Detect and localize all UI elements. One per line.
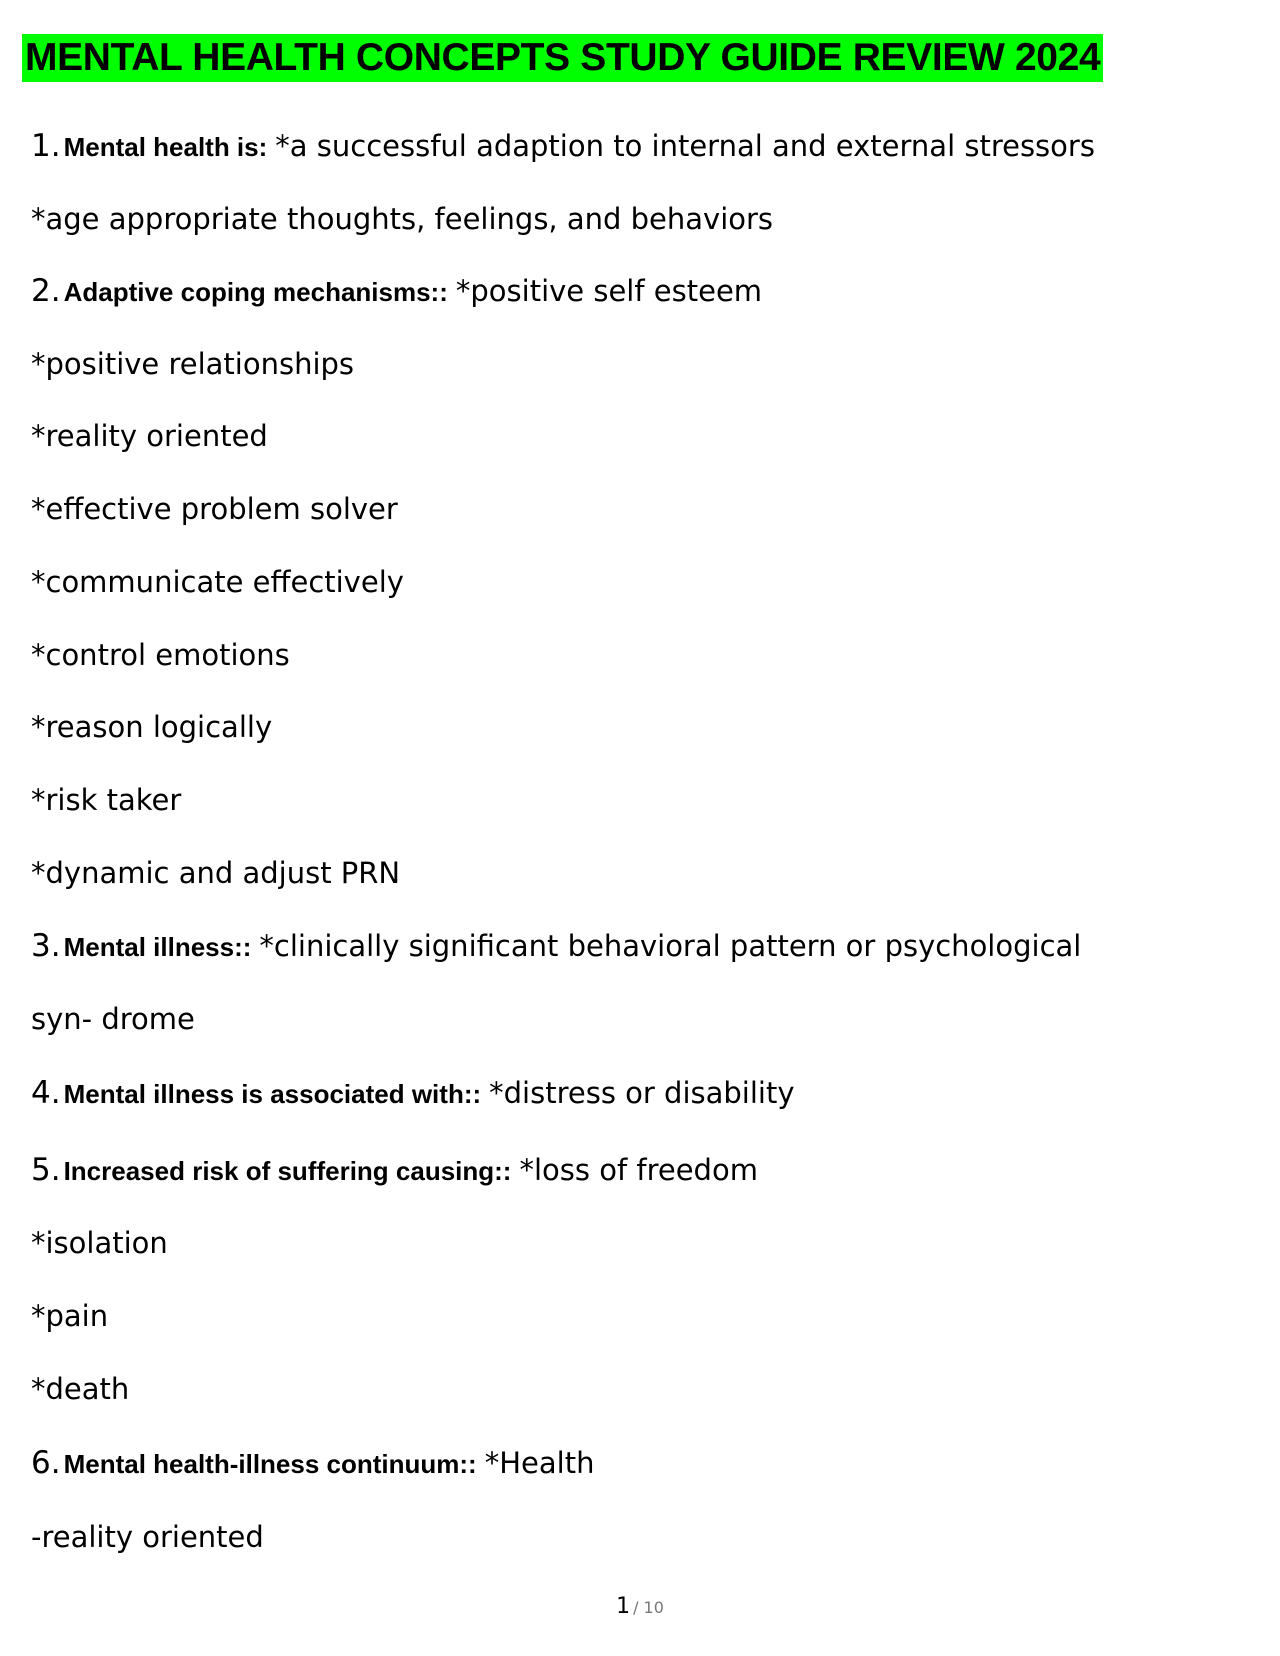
item-6-line-2: -reality oriented	[31, 1520, 264, 1554]
item-term: Increased risk of suffering causing::	[63, 1156, 512, 1186]
item-definition: *Health	[484, 1446, 595, 1480]
item-3-heading-line	[31, 928, 1081, 965]
item-number: 2.	[31, 273, 61, 309]
item-definition: *clinically significant behavioral pattern or psychological	[259, 929, 1082, 963]
item-2-line-3: *reality oriented	[31, 419, 268, 453]
item-2-line-6: *control emotions	[31, 638, 290, 672]
item-2-line-9: *dynamic and adjust PRN	[31, 856, 401, 890]
item-number: 1.	[31, 128, 61, 164]
item-term: Mental health is:	[63, 132, 268, 162]
item-definition: *positive self esteem	[455, 274, 763, 308]
item-5-line-3: *pain	[31, 1299, 109, 1333]
item-2-line-2: *positive relationships	[31, 347, 355, 381]
item-5-line-4: *death	[31, 1372, 130, 1406]
item-term: Mental illness is associated with::	[63, 1079, 482, 1109]
total-pages: / 10	[633, 1598, 664, 1617]
item-2-line-8: *risk taker	[31, 783, 182, 817]
item-definition: *distress or disability	[489, 1076, 795, 1110]
item-2-line-7: *reason logically	[31, 710, 273, 744]
item-number: 6.	[31, 1445, 61, 1481]
item-number: 4.	[31, 1075, 61, 1111]
item-number: 5.	[31, 1152, 61, 1188]
item-number: 3.	[31, 928, 61, 964]
item-6-heading-line	[31, 1445, 594, 1482]
page-indicator	[0, 1594, 1280, 1621]
item-term: Mental health-illness continuum::	[63, 1449, 477, 1479]
item-term: Adaptive coping mechanisms::	[63, 277, 448, 307]
item-3-line-2: syn- drome	[31, 1002, 195, 1036]
document-title: MENTAL HEALTH CONCEPTS STUDY GUIDE REVIEW 2024	[22, 34, 1103, 82]
item-definition: *a successful adaption to internal and external stressors	[275, 129, 1095, 163]
current-page-number: 1	[616, 1594, 631, 1619]
item-2-heading-line	[31, 273, 762, 310]
item-1-line-2: *age appropriate thoughts, feelings, and behaviors	[31, 202, 774, 236]
item-definition: *loss of freedom	[519, 1153, 758, 1187]
item-5-heading-line	[31, 1152, 758, 1189]
item-5-line-2: *isolation	[31, 1226, 168, 1260]
item-2-line-4: *effective problem solver	[31, 492, 398, 526]
item-1-heading-line	[31, 128, 1095, 165]
item-4-heading-line	[31, 1075, 795, 1112]
item-term: Mental illness::	[63, 932, 252, 962]
item-2-line-5: *communicate effectively	[31, 565, 404, 599]
